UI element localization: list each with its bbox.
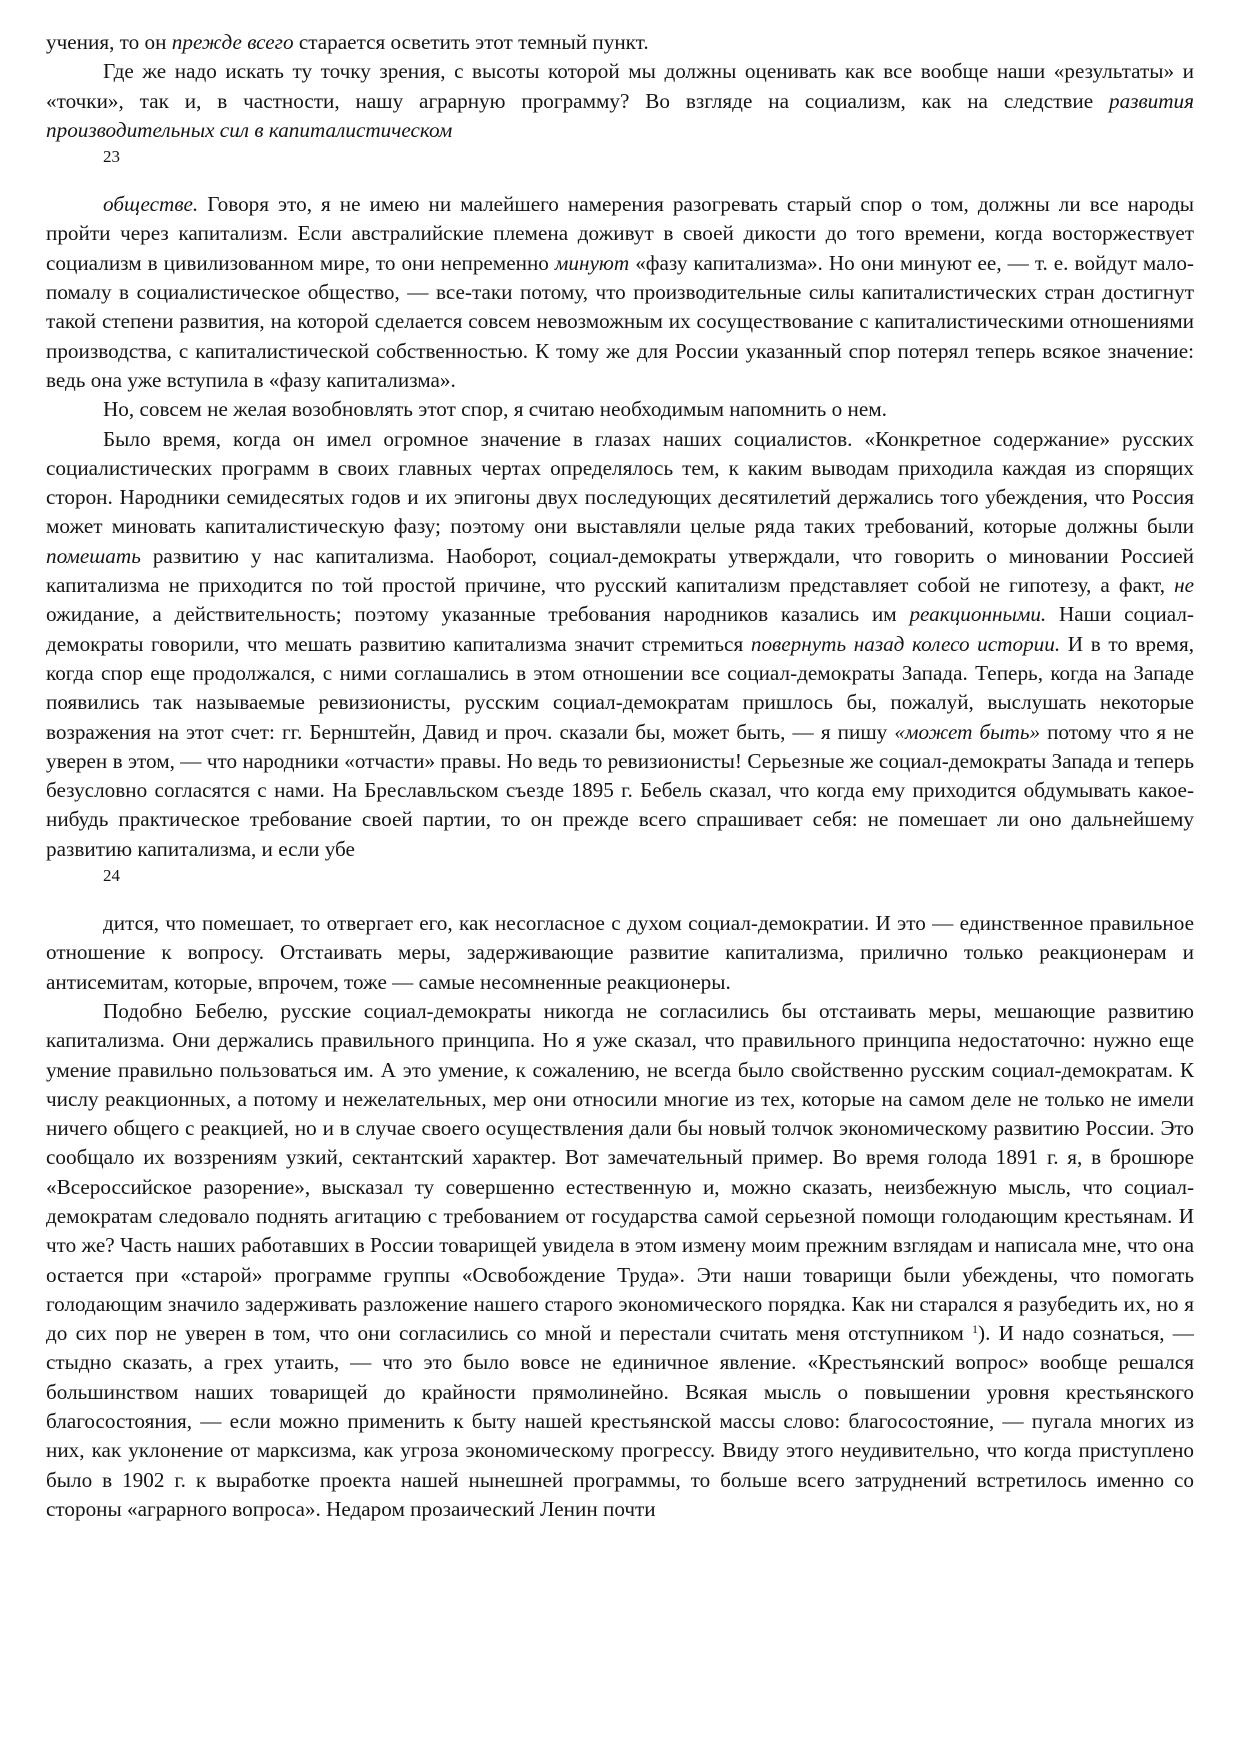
paragraph-7: Подобно Бебелю, русские социал-демократы никогда не согласились бы отстаивать меры, мешающие развитию капитализма. Они держались правильного принципа. Но я уже сказал, что правильного принципа недостаточно: нужно еще умение правильно пользоваться им. А это умение, к сожалению, не всегда было свойственно русским социал-демократам. К числу реакционных, а потому и нежелательных, мер они относили многие из тех, которые на самом деле не только не имели ничего общего с реакцией, но и в случае своего осуществления дали бы новый толчок экономическому развитию России. Это сообщало их воззрениям узкий, сектантский характер. Вот замечательный пример. Во время голода 1891 г. я, в брошюре «Всероссийское разорение», высказал ту совершенно естественную и, можно сказать, неизбежную мысль, что социал-демократам следовало поднять агитацию с требованием от государства самой серьезной помощи голодающим крестьянам. И что же? Часть наших работавших в России товарищей увидела в этом измену моим прежним взглядам и написала мне, что она остается при «старой» программе группы «Освобождение Труда». Эти наши товарищи были убеждены, что помогать голодающим значило задерживать разложение нашего старого экономического порядка. Как ни старался я разубедить их, но я до сих пор не уверен в том, что они согласились со мной и перестали считать меня отступником $^1$). И надо сознаться, — стыдно сказать, а грех утаить, — что это было вовсе не единичное явление. «Крестьянский вопрос» вообще решался большинством наших товарищей до крайности прямолинейно. Всякая мысль о повышении уровня крестьянского благосостояния, — если можно применить к быту нашей крестьянской массы слово: благосостояние, — пугала многих из них, как уклонение от марксизма, как угроза экономическому прогрессу. Ввиду этого неудивительно, что когда приступлено было в 1902 г. к выработке проекта нашей нынешней программы, то больше всего затруднений встретилось именно со стороны «аграрного вопроса». Недаром прозаический Ленин почти <box>46 998 1194 1521</box>
paragraph-2: Где же надо искать ту точку зрения, с высоты которой мы должны оценивать как все вообще наши «результаты» и «точки», так и, в частности, нашу аграрную программу? Во взгляде на социализм, как на следствие развития производительных сил в капиталистическом <box>46 59 1194 142</box>
paragraph-1: учения, то он прежде всего старается осветить этот темный пункт. <box>46 30 649 54</box>
paragraph-4: Но, совсем не желая возобновлять этот спор, я считаю необходимым напомнить о нем. <box>103 397 887 422</box>
paragraph-6: дится, что помешает, то отвергает его, как несогласное с духом социал-демократии. И это — единственное правильное отношение к вопросу. Отстаивать меры, задерживающие развитие капитализма, прилично только реакционерам и антисемитам, которые, впрочем, тоже — самые несомненные реакционеры. <box>46 911 1194 994</box>
page-number-24: 24 <box>103 866 120 886</box>
paragraph-3: обществе. Говоря это, я не имею ни малейшего намерения разогревать старый спор о том, должны ли все народы пройти через капитализм. Если австралийские племена доживут в своей дикости до того времени, когда восторжествует социализм в цивилизованном мире, то они непременно минуют «фазу капитализма». Но они минуют ее, — т. е. войдут мало-помалу в социалистическое общество, — все-таки потому, что производительные силы капиталистических стран достигнут такой степени развития, на которой сделается совсем невозможным их сосуществование с капиталистическими отношениями производства, с капиталистической собственностью. К тому же для России указанный спор потерял теперь всякое значение: ведь она уже вступила в «фазу капитализма». <box>46 192 1194 392</box>
paragraph-5: Было время, когда он имел огромное значение в глазах наших социалистов. «Конкретное содержание» русских социалистических программ в своих главных чертах определялось тем, к каким выводам приходила каждая из спорящих сторон. Народники семидесятых годов и их эпигоны двух последующих десятилетий держались того убеждения, что Россия может миновать капиталистическую фазу; поэтому они выставляли целые ряда таких требований, которые должны были помешать развитию у нас капитализма. Наоборот, социал-демократы утверждали, что говорить о миновании Россией капитализма не приходится по той простой причине, что русский капитализм представляет собой не гипотезу, а факт, не ожидание, а действительность; поэтому указанные требования народников казались им реакционными. Наши социал-демократы говорили, что мешать развитию капитализма значит стремиться повернуть назад колесо истории. И в то время, когда спор еще продолжался, с ними соглашались в этом отношении все социал-демократы Запада. Теперь, когда на Западе появились так называемые ревизионисты, русским социал-демократам пришлось бы, пожалуй, выслушать некоторые возражения на этот счет: гг. Бернштейн, Давид и проч. сказали бы, может быть, — я пишу «может быть» потому что я не уверен в этом, — что народники «отчасти» правы. Но ведь то ревизионисты! Серьезные же социал-демократы Запада и теперь безусловно согласятся с нами. На Бреславльском съезде 1895 г. Бебель сказал, что когда ему приходится обдумывать какое-нибудь практическое требование своей партии, то он прежде всего спрашивает себя: не помешает ли оно дальнейшему развитию капитализма, и если убе <box>46 426 1194 861</box>
page-text <box>46 28 1194 1524</box>
footnote-reference: 1 <box>972 1322 979 1337</box>
page-number-23: 23 <box>103 147 120 167</box>
